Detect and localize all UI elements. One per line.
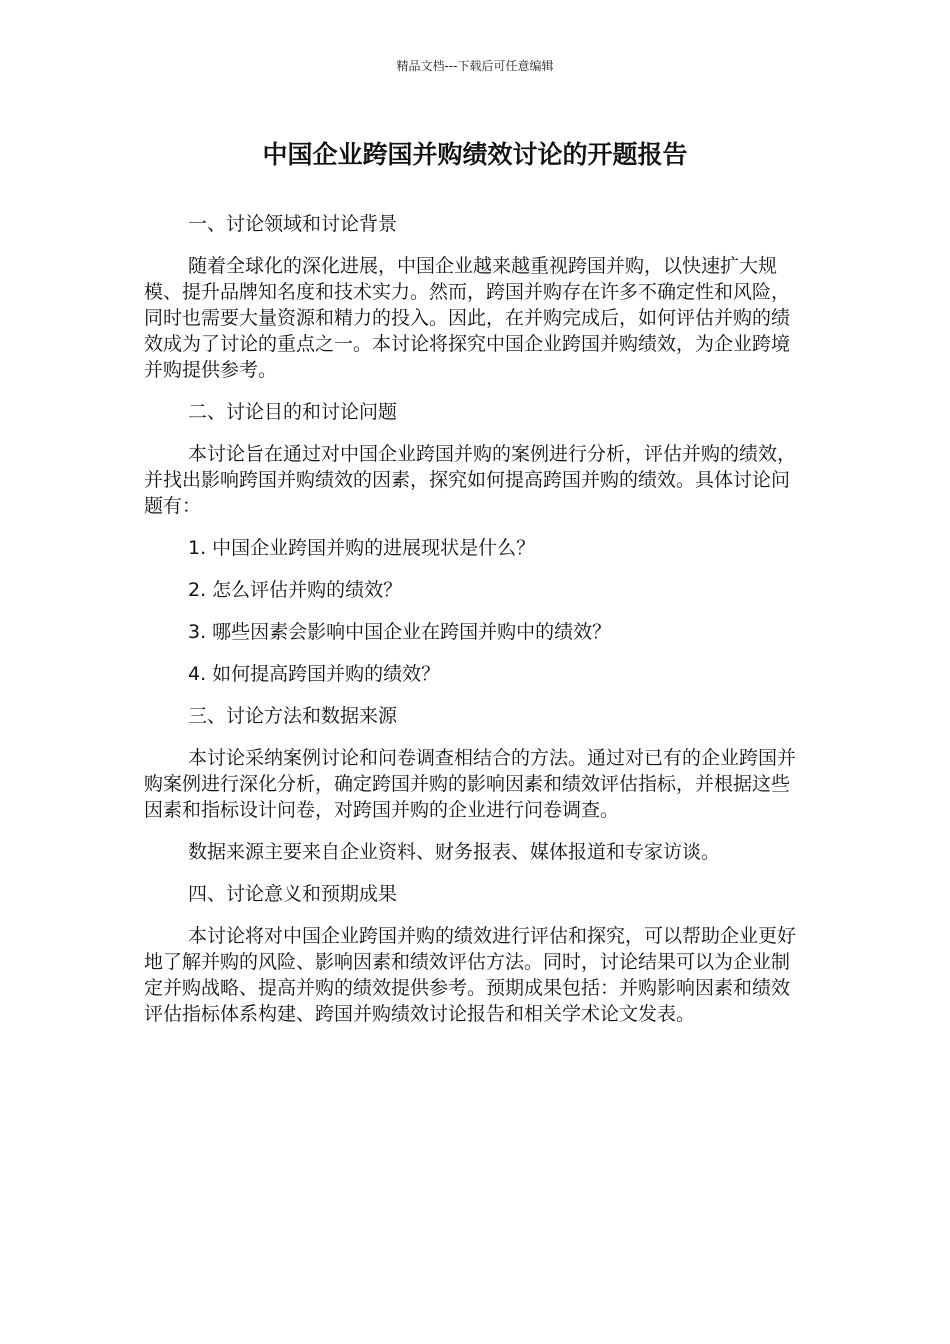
question-item-4: 4. 如何提高跨国并购的绩效？ [188,663,441,685]
paragraph-purpose: 本讨论旨在通过对中国企业跨国并购的案例进行分析，评估并购的绩效，并找出影响跨国并购绩效的因素，探究如何提高跨国并购的绩效。具体讨论问题有： [144,443,797,517]
paragraph-data-source: 数据来源主要来自企业资料、财务报表、媒体报道和专家访谈。 [188,841,721,863]
section-heading-background: 一、讨论领域和讨论背景 [188,213,398,235]
paragraph-method: 本讨论采纳案例讨论和问卷调查相结合的方法。通过对已有的企业跨国并购案例进行深化分析，确定跨国并购的影响因素和绩效评估指标，并根据这些因素和指标设计问卷，对跨国并购的企业进行问卷调查。 [144,747,797,821]
question-item-3: 3. 哪些因素会影响中国企业在跨国并购中的绩效？ [188,621,612,643]
question-item-2: 2. 怎么评估并购的绩效？ [188,579,403,601]
question-item-1: 1. 中国企业跨国并购的进展现状是什么？ [188,537,536,559]
section-heading-method: 三、讨论方法和数据来源 [188,705,398,727]
paragraph-significance: 本讨论将对中国企业跨国并购的绩效进行评估和探究，可以帮助企业更好地了解并购的风险、影响因素和绩效评估方法。同时，讨论结果可以为企业制定并购战略、提高并购的绩效提供参考。预期成果包括：并购影响因素和绩效评估指标体系构建、跨国并购绩效讨论报告和相关学术论文发表。 [144,925,797,1025]
document-body [144,211,806,1043]
document-title: 中国企业跨国并购绩效讨论的开题报告 [262,140,688,169]
paragraph-background: 随着全球化的深化进展，中国企业越来越重视跨国并购，以快速扩大规模、提升品牌知名度和技术实力。然而，跨国并购存在许多不确定性和风险，同时也需要大量资源和精力的投入。因此，在并购完成后，如何评估并购的绩效成为了讨论的重点之一。本讨论将探究中国企业跨国并购绩效，为企业跨境并购提供参考。 [144,255,791,381]
section-heading-significance: 四、讨论意义和预期成果 [188,883,398,905]
page-header: 精品文档---下载后可任意编辑 [396,59,554,73]
section-heading-purpose: 二、讨论目的和讨论问题 [188,401,398,423]
